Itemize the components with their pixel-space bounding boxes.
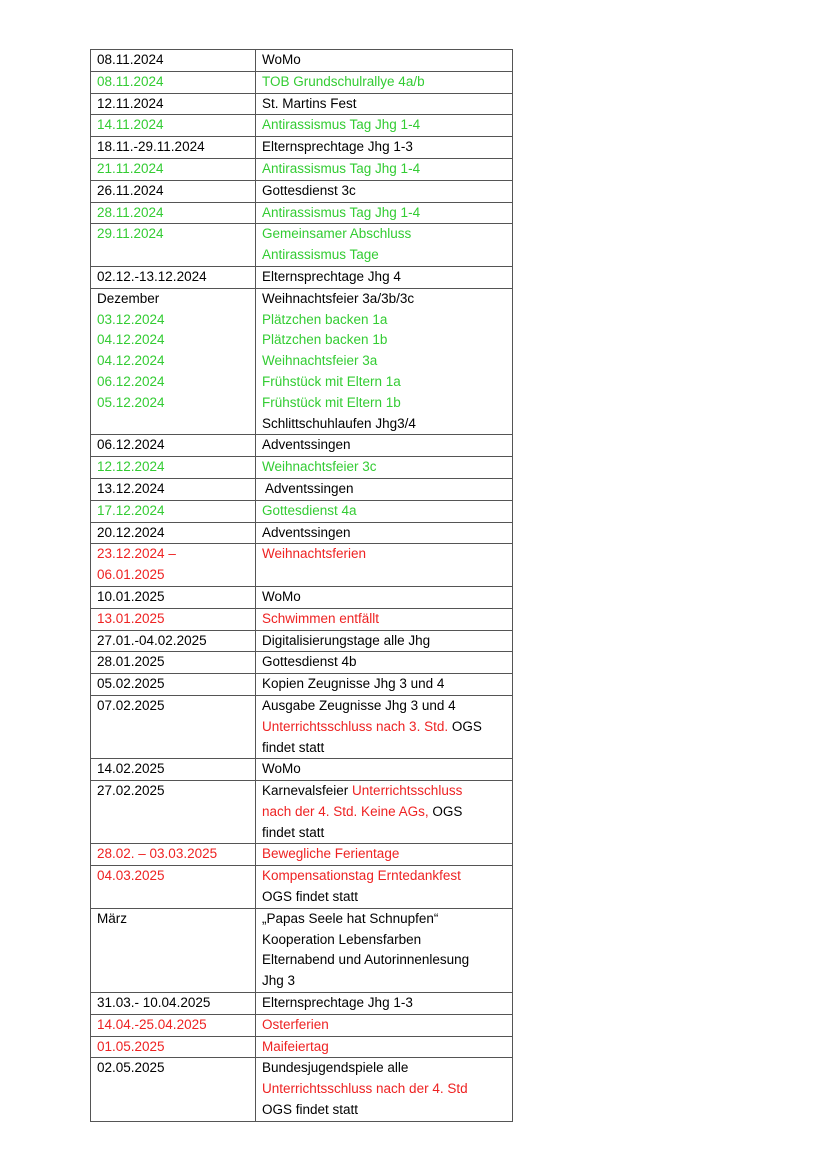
table-row xyxy=(91,652,513,674)
date-cell xyxy=(91,1014,256,1036)
date-text: 13.01.2025 xyxy=(97,610,165,626)
event-cell xyxy=(256,1014,513,1036)
event-line xyxy=(262,781,512,802)
event-cell xyxy=(256,202,513,224)
table-row xyxy=(91,266,513,288)
event-text: Unterrichtsschluss nach 3. Std. xyxy=(262,718,449,734)
event-line xyxy=(262,310,512,331)
event-cell xyxy=(256,781,513,844)
event-text: Antirassismus Tag Jhg 1-4 xyxy=(262,204,421,220)
table-row xyxy=(91,93,513,115)
date-text: 26.11.2024 xyxy=(97,182,164,198)
event-text: OGS xyxy=(428,803,463,819)
event-line xyxy=(262,759,512,780)
event-text: Adventssingen xyxy=(262,524,351,540)
date-text: 05.02.2025 xyxy=(97,676,165,692)
event-cell xyxy=(256,266,513,288)
event-line xyxy=(262,245,512,266)
date-cell xyxy=(91,224,256,267)
event-line xyxy=(262,1037,512,1058)
date-cell xyxy=(91,50,256,72)
event-line xyxy=(262,993,512,1014)
event-cell xyxy=(256,50,513,72)
table-row xyxy=(91,695,513,758)
event-line xyxy=(262,479,512,500)
event-text: Bewegliche Ferientage xyxy=(262,846,400,862)
event-text: Gottesdienst 4b xyxy=(262,654,357,670)
event-text: Weihnachtsfeier 3c xyxy=(262,459,377,475)
event-text: Schwimmen entfällt xyxy=(262,610,380,626)
event-line xyxy=(262,696,512,717)
event-cell xyxy=(256,1058,513,1121)
event-text: OGS findet statt xyxy=(262,1102,359,1118)
date-cell xyxy=(91,71,256,93)
event-text: Karnevalsfeier xyxy=(262,783,353,799)
event-line xyxy=(262,330,512,351)
table-row xyxy=(91,586,513,608)
event-cell xyxy=(256,457,513,479)
date-text: 04.12.2024 xyxy=(97,332,165,348)
table-row xyxy=(91,759,513,781)
date-text: 10.01.2025 xyxy=(97,588,165,604)
table-row xyxy=(91,908,513,992)
event-cell xyxy=(256,115,513,137)
event-line xyxy=(262,372,512,393)
event-text: Frühstück mit Eltern 1b xyxy=(262,394,401,410)
event-text: Frühstück mit Eltern 1a xyxy=(262,373,401,389)
date-text: 02.05.2025 xyxy=(97,1060,165,1076)
event-line xyxy=(262,351,512,372)
event-line xyxy=(262,738,512,759)
event-line xyxy=(262,802,512,823)
date-cell xyxy=(91,586,256,608)
date-cell xyxy=(91,630,256,652)
event-line xyxy=(262,587,512,608)
table-row xyxy=(91,500,513,522)
event-line xyxy=(262,652,512,673)
event-text: Unterrichtsschluss nach der 4. Std xyxy=(262,1081,468,1097)
date-cell xyxy=(91,759,256,781)
date-cell xyxy=(91,652,256,674)
event-text: Unterrichtsschluss xyxy=(352,783,463,799)
table-row xyxy=(91,781,513,844)
date-text: 07.02.2025 xyxy=(97,697,165,713)
event-cell xyxy=(256,1036,513,1058)
event-text: Adventssingen xyxy=(262,437,351,453)
event-line xyxy=(262,457,512,478)
date-cell xyxy=(91,866,256,909)
event-line xyxy=(262,971,512,992)
date-text: 31.03.- 10.04.2025 xyxy=(97,995,211,1011)
date-text: 28.11.2024 xyxy=(97,204,164,220)
event-cell xyxy=(256,674,513,696)
date-text: 06.12.2024 xyxy=(97,373,165,389)
date-text: 12.12.2024 xyxy=(97,459,165,475)
table-row xyxy=(91,608,513,630)
event-line xyxy=(262,137,512,158)
schedule-table xyxy=(90,49,513,1122)
event-line xyxy=(262,501,512,522)
table-row xyxy=(91,50,513,72)
date-text: 27.01.-04.02.2025 xyxy=(97,632,207,648)
event-cell xyxy=(256,224,513,267)
event-line xyxy=(262,393,512,414)
event-text: Plätzchen backen 1b xyxy=(262,332,388,348)
date-cell xyxy=(91,695,256,758)
event-line xyxy=(262,414,512,435)
event-text: Plätzchen backen 1a xyxy=(262,311,388,327)
event-text: Weihnachtsfeier 3a xyxy=(262,353,378,369)
event-cell xyxy=(256,478,513,500)
table-row xyxy=(91,544,513,587)
date-text: Dezember xyxy=(97,290,160,306)
date-text: 05.12.2024 xyxy=(97,394,165,410)
event-cell xyxy=(256,908,513,992)
event-text: Osterferien xyxy=(262,1016,329,1032)
event-text: OGS xyxy=(448,718,482,734)
date-cell xyxy=(91,478,256,500)
table-row xyxy=(91,522,513,544)
date-text: 06.12.2024 xyxy=(97,437,165,453)
date-text: 14.11.2024 xyxy=(97,117,164,133)
event-cell xyxy=(256,544,513,587)
table-row xyxy=(91,1058,513,1121)
event-text: Elternsprechtage Jhg 1-3 xyxy=(262,995,413,1011)
event-line xyxy=(262,181,512,202)
event-text: „Papas Seele hat Schnupfen“ xyxy=(262,910,439,926)
event-line xyxy=(262,674,512,695)
table-row xyxy=(91,674,513,696)
event-text: Maifeiertag xyxy=(262,1038,329,1054)
event-cell xyxy=(256,71,513,93)
date-cell xyxy=(91,266,256,288)
event-line xyxy=(262,72,512,93)
date-text: 18.11.-29.11.2024 xyxy=(97,139,205,155)
schedule-body xyxy=(91,50,513,1122)
event-text: nach der 4. Std. Keine AGs, xyxy=(262,803,429,819)
table-row xyxy=(91,457,513,479)
date-text: 02.12.-13.12.2024 xyxy=(97,268,207,284)
event-cell xyxy=(256,608,513,630)
date-text: 17.12.2024 xyxy=(97,502,165,518)
event-text: Kooperation Lebensfarben xyxy=(262,931,422,947)
table-row xyxy=(91,844,513,866)
event-cell xyxy=(256,288,513,435)
table-row xyxy=(91,137,513,159)
date-cell xyxy=(91,288,256,435)
event-cell xyxy=(256,158,513,180)
event-line xyxy=(262,930,512,951)
date-cell xyxy=(91,908,256,992)
event-text: Gottesdienst 3c xyxy=(262,182,356,198)
event-text: Elternsprechtage Jhg 4 xyxy=(262,268,401,284)
event-line xyxy=(262,289,512,310)
event-text: Weihnachtsferien xyxy=(262,546,367,562)
date-cell xyxy=(91,93,256,115)
date-cell xyxy=(91,522,256,544)
event-line xyxy=(262,844,512,865)
table-row xyxy=(91,115,513,137)
event-text: Antirassismus Tag Jhg 1-4 xyxy=(262,160,421,176)
event-text: Kompensationstag Erntedankfest xyxy=(262,868,461,884)
event-cell xyxy=(256,866,513,909)
date-cell xyxy=(91,457,256,479)
event-line xyxy=(262,950,512,971)
event-line xyxy=(262,609,512,630)
event-text: Elternabend und Autorinnenlesung xyxy=(262,952,470,968)
date-text: 04.12.2024 xyxy=(97,353,165,369)
event-text: findet statt xyxy=(262,824,325,840)
event-text: Bundesjugendspiele alle xyxy=(262,1060,409,1076)
date-cell xyxy=(91,608,256,630)
table-row xyxy=(91,1036,513,1058)
date-text: 28.02. – 03.03.2025 xyxy=(97,846,218,862)
event-cell xyxy=(256,652,513,674)
event-text: Adventssingen xyxy=(262,480,354,496)
date-cell xyxy=(91,180,256,202)
date-cell xyxy=(91,137,256,159)
date-cell xyxy=(91,781,256,844)
event-text: Weihnachtsfeier 3a/3b/3c xyxy=(262,290,415,306)
date-text: 21.11.2024 xyxy=(97,160,164,176)
table-row xyxy=(91,478,513,500)
event-text: Gottesdienst 4a xyxy=(262,502,357,518)
table-row xyxy=(91,202,513,224)
table-row xyxy=(91,180,513,202)
table-row xyxy=(91,630,513,652)
event-cell xyxy=(256,695,513,758)
event-text: Ausgabe Zeugnisse Jhg 3 und 4 xyxy=(262,697,456,713)
event-cell xyxy=(256,93,513,115)
event-cell xyxy=(256,844,513,866)
event-text: WoMo xyxy=(262,588,301,604)
event-text: Schlittschuhlaufen Jhg3/4 xyxy=(262,415,416,431)
event-text: OGS findet statt xyxy=(262,889,359,905)
event-text: Antirassismus Tag Jhg 1-4 xyxy=(262,117,421,133)
event-cell xyxy=(256,630,513,652)
event-line xyxy=(262,1058,512,1079)
event-cell xyxy=(256,993,513,1015)
date-text: 14.04.-25.04.2025 xyxy=(97,1016,207,1032)
table-row xyxy=(91,71,513,93)
date-text: 14.02.2025 xyxy=(97,761,165,777)
date-text: 29.11.2024 xyxy=(97,226,164,242)
event-line xyxy=(262,1079,512,1100)
event-line xyxy=(262,523,512,544)
event-cell xyxy=(256,759,513,781)
event-line xyxy=(262,887,512,908)
event-line xyxy=(262,1015,512,1036)
event-cell xyxy=(256,137,513,159)
date-cell xyxy=(91,158,256,180)
date-text: 28.01.2025 xyxy=(97,654,165,670)
event-line xyxy=(262,50,512,71)
date-text: 01.05.2025 xyxy=(97,1038,165,1054)
event-text: WoMo xyxy=(262,52,301,67)
event-line xyxy=(262,159,512,180)
event-line xyxy=(262,1100,512,1121)
date-cell xyxy=(91,844,256,866)
event-line xyxy=(262,631,512,652)
date-text: 04.03.2025 xyxy=(97,868,165,884)
table-row xyxy=(91,866,513,909)
date-cell xyxy=(91,435,256,457)
table-row xyxy=(91,1014,513,1036)
table-row xyxy=(91,435,513,457)
date-text: 20.12.2024 xyxy=(97,524,165,540)
event-line xyxy=(262,435,512,456)
event-text: Elternsprechtage Jhg 1-3 xyxy=(262,139,413,155)
date-cell xyxy=(91,202,256,224)
event-line xyxy=(262,203,512,224)
table-row xyxy=(91,224,513,267)
event-text: Jhg 3 xyxy=(262,973,296,989)
event-line xyxy=(262,717,512,738)
event-line xyxy=(262,224,512,245)
date-text: 08.11.2024 xyxy=(97,73,164,89)
table-row xyxy=(91,993,513,1015)
date-text: 03.12.2024 xyxy=(97,311,165,327)
event-line xyxy=(262,823,512,844)
event-line xyxy=(262,94,512,115)
date-cell xyxy=(91,993,256,1015)
event-cell xyxy=(256,500,513,522)
date-cell xyxy=(91,500,256,522)
event-cell xyxy=(256,180,513,202)
date-text: 06.01.2025 xyxy=(97,567,165,583)
event-line xyxy=(262,267,512,288)
date-text: März xyxy=(97,910,127,926)
event-text: Kopien Zeugnisse Jhg 3 und 4 xyxy=(262,676,445,692)
event-text: findet statt xyxy=(262,739,325,755)
date-text: 13.12.2024 xyxy=(97,480,165,496)
event-line xyxy=(262,115,512,136)
date-cell xyxy=(91,1036,256,1058)
event-cell xyxy=(256,586,513,608)
date-text: 27.02.2025 xyxy=(97,783,165,799)
table-row xyxy=(91,158,513,180)
date-cell xyxy=(91,1058,256,1121)
event-text: WoMo xyxy=(262,761,301,777)
event-text: St. Martins Fest xyxy=(262,95,357,111)
event-line xyxy=(262,544,512,565)
date-cell xyxy=(91,674,256,696)
event-cell xyxy=(256,435,513,457)
date-cell xyxy=(91,544,256,587)
event-text: TOB Grundschulrallye 4a/b xyxy=(262,73,425,89)
event-text: Antirassismus Tage xyxy=(262,247,379,263)
date-text: 12.11.2024 xyxy=(97,95,164,111)
date-text: 23.12.2024 – xyxy=(97,546,176,562)
event-text: Gemeinsamer Abschluss xyxy=(262,226,412,242)
event-text: Digitalisierungstage alle Jhg xyxy=(262,632,431,648)
event-line xyxy=(262,866,512,887)
date-text: 08.11.2024 xyxy=(97,52,164,67)
event-line xyxy=(262,909,512,930)
event-cell xyxy=(256,522,513,544)
date-cell xyxy=(91,115,256,137)
table-row xyxy=(91,288,513,435)
